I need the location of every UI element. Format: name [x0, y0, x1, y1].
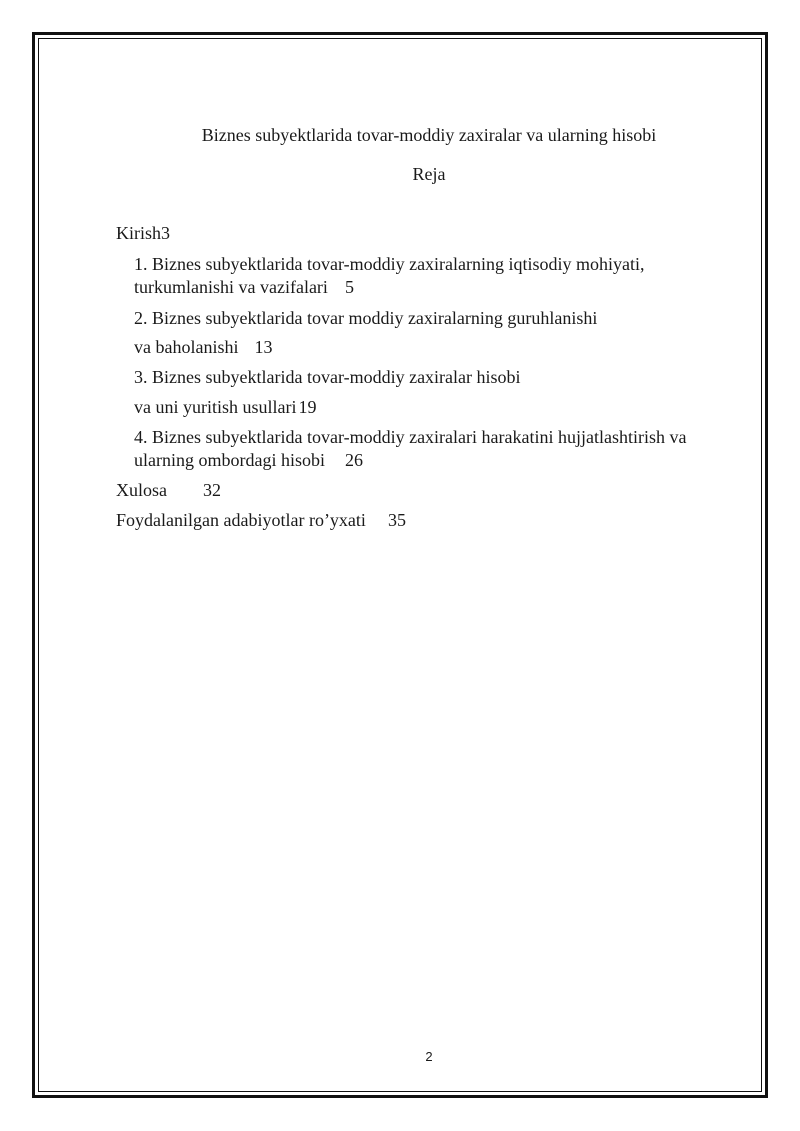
toc-item-4-page: 26 [344, 450, 363, 470]
page-border-inner [38, 38, 762, 1092]
toc-item-1-line1: 1. Biznes subyektlarida tovar-moddiy zaxiralarning iqtisodiy mohiyati, [134, 254, 645, 274]
toc-item-3-line2 [134, 396, 316, 418]
toc-item-3-label: va uni yuritish usullari [134, 397, 297, 417]
toc-conclusion-page: 32 [203, 480, 221, 500]
document-title: Biznes subyektlarida tovar-moddiy zaxiralar va ularning hisobi [201, 125, 657, 145]
toc-intro-label: Kirish [116, 223, 161, 243]
toc-item-2-line2 [134, 336, 272, 358]
toc-item-2-page: 13 [254, 337, 273, 357]
toc-item-2-label: va baholanishi [134, 337, 239, 357]
toc-item-4-label: ularning ombordagi hisobi [134, 450, 325, 470]
toc-conclusion [116, 479, 221, 501]
toc-references-label: Foydalanilgan adabiyotlar ro’yxati [116, 510, 366, 530]
toc-intro [116, 222, 170, 244]
plan-heading: Reja [412, 164, 446, 184]
toc-item-3-line1: 3. Biznes subyektlarida tovar-moddiy zaxiralar hisobi [134, 367, 521, 387]
toc-item-3-page: 19 [298, 397, 317, 417]
toc-item-1-page: 5 [344, 277, 354, 297]
toc-intro-page: 3 [161, 223, 170, 243]
toc-item-4-line1: 4. Biznes subyektlarida tovar-moddiy zaxiralari harakatini hujjatlashtirish va [134, 427, 687, 447]
toc-references [116, 509, 406, 531]
toc-references-page: 35 [387, 510, 406, 530]
toc-item-2-line1: 2. Biznes subyektlarida tovar moddiy zaxiralarning guruhlanishi [134, 308, 598, 328]
toc-conclusion-label: Xulosa [116, 480, 167, 500]
toc-item-1-line2 [134, 276, 354, 298]
toc-item-1-label: turkumlanishi va vazifalari [134, 277, 328, 297]
page-number: 2 [425, 1049, 433, 1064]
toc-item-4-line2 [134, 449, 363, 471]
